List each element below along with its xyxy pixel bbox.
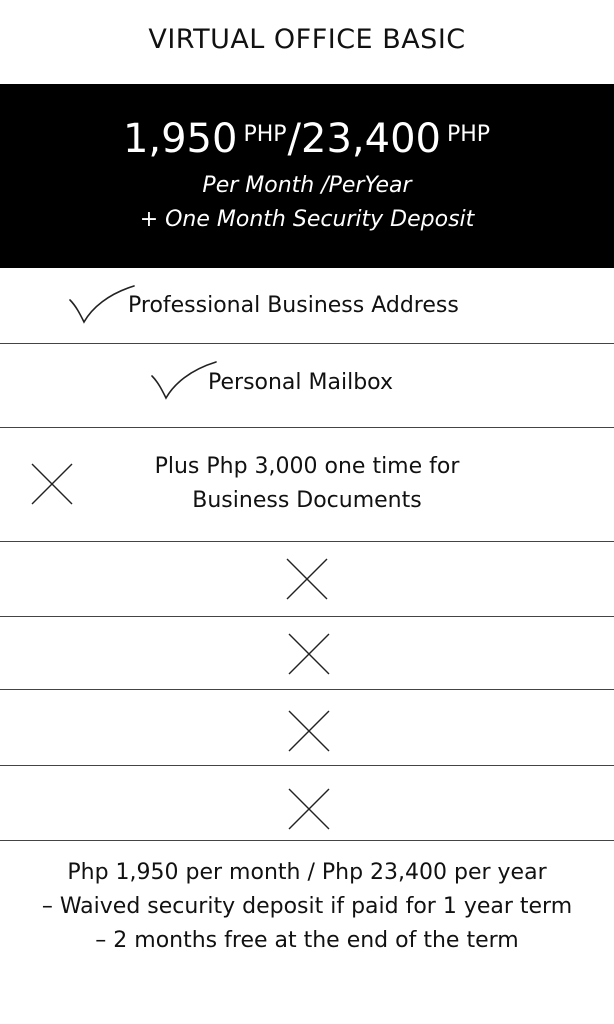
plan-title: VIRTUAL OFFICE BASIC xyxy=(148,23,466,55)
feature-personal-mailbox: Personal Mailbox xyxy=(208,370,393,395)
monthly-price: 1,950 xyxy=(122,116,238,162)
divider xyxy=(0,541,614,542)
feature-business-documents-line2: Business Documents xyxy=(192,488,422,513)
price-separator: / xyxy=(287,116,302,162)
yearly-currency: PHP xyxy=(446,122,491,147)
footer-free-months: – 2 months free at the end of the term xyxy=(95,928,519,953)
footer-waived-deposit: – Waived security deposit if paid for 1 year term xyxy=(41,894,573,919)
x-icon xyxy=(285,557,329,601)
divider xyxy=(0,765,614,766)
divider xyxy=(0,427,614,428)
x-icon xyxy=(287,787,331,831)
divider xyxy=(0,616,614,617)
divider xyxy=(0,840,614,841)
feature-professional-business-address: Professional Business Address xyxy=(128,293,459,318)
price-band xyxy=(0,84,614,268)
yearly-price: 23,400 xyxy=(301,116,441,162)
x-icon xyxy=(287,709,331,753)
x-icon xyxy=(287,632,331,676)
footer-price-summary: Php 1,950 per month / Php 23,400 per year xyxy=(67,860,547,885)
feature-business-documents-line1: Plus Php 3,000 one time for xyxy=(154,454,460,479)
check-icon xyxy=(68,284,136,324)
monthly-currency: PHP xyxy=(243,122,287,147)
security-deposit-note: + One Month Security Deposit xyxy=(139,207,475,232)
price-line xyxy=(0,114,614,164)
divider xyxy=(0,343,614,344)
pricing-footer xyxy=(0,856,614,958)
divider xyxy=(0,689,614,690)
price-period: Per Month /PerYear xyxy=(202,173,412,198)
